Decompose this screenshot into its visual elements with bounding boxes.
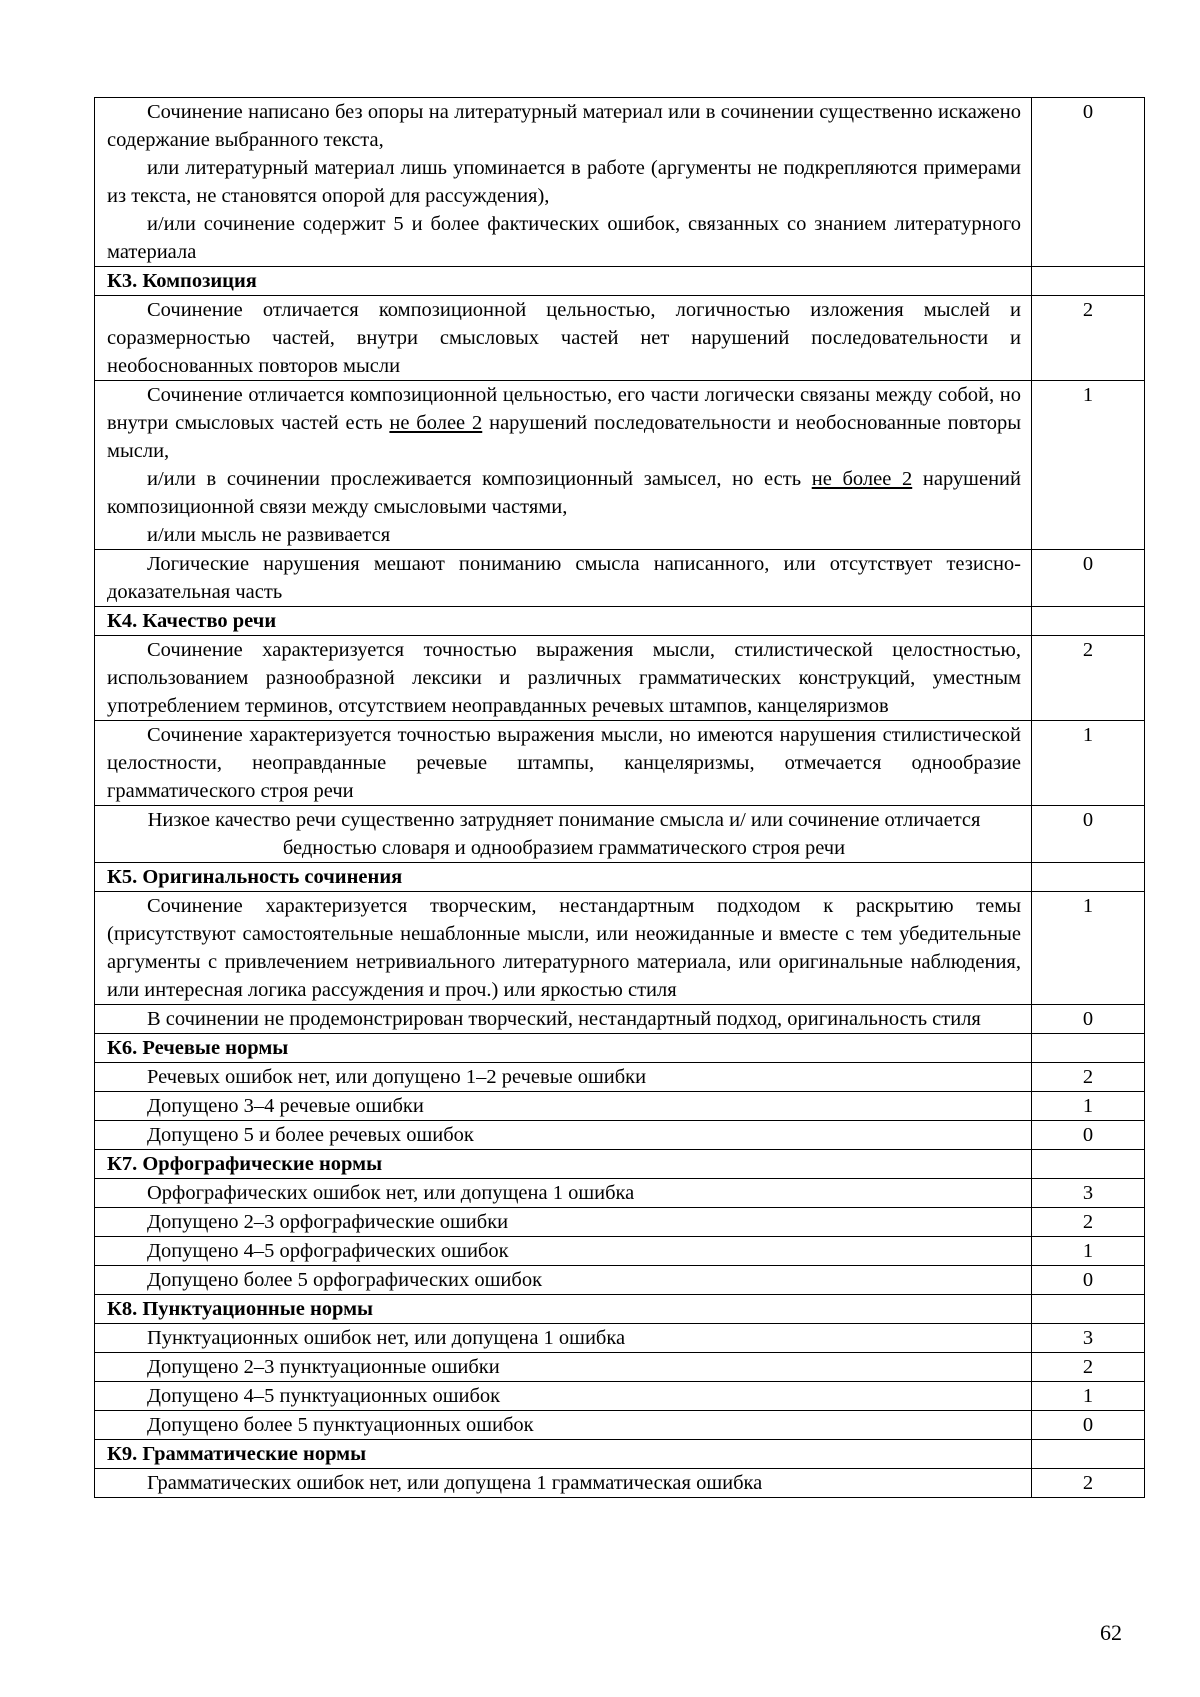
- table-row: [95, 1353, 1145, 1382]
- table-row: [95, 1208, 1145, 1237]
- criterion-title: К7. Орфографические нормы: [95, 1150, 1032, 1179]
- criterion-description: Сочинение характеризуется точностью выражения мысли, но имеются нарушения стилистической целостности, неоправданные речевые штампы, канцеляризмы, отмечается однообразие грамматического строя речи: [95, 721, 1032, 806]
- score-cell: 1: [1032, 1382, 1145, 1411]
- score-cell: 1: [1032, 1092, 1145, 1121]
- table-row: [95, 1179, 1145, 1208]
- criterion-description: Сочинение отличается композиционной цельностью, его части логически связаны между собой, но внутри смысловых частей есть не более 2 нарушений последовательности и необоснованные повторы мысли, и/или в сочинении прослеживается композиционный замысел, но есть не более 2 нарушений композиционной связи между смысловыми частями, и/или мысль не развивается: [95, 381, 1032, 550]
- score-cell: 2: [1032, 1353, 1145, 1382]
- criterion-description: Допущено более 5 орфографических ошибок: [95, 1266, 1032, 1295]
- table-row: [95, 550, 1145, 607]
- table-row: [95, 381, 1145, 550]
- score-cell: 0: [1032, 1266, 1145, 1295]
- criterion-description: Допущено 5 и более речевых ошибок: [95, 1121, 1032, 1150]
- score-cell: 1: [1032, 1237, 1145, 1266]
- criterion-title: К4. Качество речи: [95, 607, 1032, 636]
- criterion-description: Допущено 4–5 орфографических ошибок: [95, 1237, 1032, 1266]
- criterion-title: К5. Оригинальность сочинения: [95, 863, 1032, 892]
- page-number: 62: [1100, 1620, 1122, 1645]
- score-cell: [1032, 863, 1145, 892]
- criterion-header-row: [95, 267, 1145, 296]
- table-row: [95, 1092, 1145, 1121]
- criteria-table: [94, 97, 1145, 1498]
- table-row: [95, 1237, 1145, 1266]
- score-cell: 0: [1032, 806, 1145, 863]
- table-row: [95, 296, 1145, 381]
- criterion-description: Допущено 4–5 пунктуационных ошибок: [95, 1382, 1032, 1411]
- score-cell: 2: [1032, 1469, 1145, 1498]
- score-cell: [1032, 1440, 1145, 1469]
- score-cell: [1032, 607, 1145, 636]
- score-cell: 3: [1032, 1179, 1145, 1208]
- table-row: [95, 98, 1145, 267]
- criteria-table-container: [94, 97, 1144, 1498]
- criterion-description: Грамматических ошибок нет, или допущена 1 грамматическая ошибка: [95, 1469, 1032, 1498]
- score-cell: 1: [1032, 381, 1145, 550]
- table-row: [95, 721, 1145, 806]
- score-cell: [1032, 1150, 1145, 1179]
- criterion-description: Логические нарушения мешают пониманию смысла написанного, или отсутствует тезисно-доказательная часть: [95, 550, 1032, 607]
- table-row: [95, 1411, 1145, 1440]
- table-row: [95, 1121, 1145, 1150]
- table-row: [95, 636, 1145, 721]
- criteria-table-body: [95, 98, 1145, 1498]
- score-cell: 1: [1032, 721, 1145, 806]
- score-cell: 3: [1032, 1324, 1145, 1353]
- criterion-title: К8. Пунктуационные нормы: [95, 1295, 1032, 1324]
- score-cell: 2: [1032, 636, 1145, 721]
- criterion-description: Сочинение характеризуется точностью выражения мысли, стилистической целостностью, использованием разнообразной лексики и различных грамматических конструкций, уместным употреблением терминов, отсутствием неоправданных речевых штампов, канцеляризмов: [95, 636, 1032, 721]
- criterion-description: В сочинении не продемонстрирован творческий, нестандартный подход, оригинальность стиля: [95, 1005, 1032, 1034]
- table-row: [95, 892, 1145, 1005]
- criterion-description: Допущено 2–3 пунктуационные ошибки: [95, 1353, 1032, 1382]
- criterion-header-row: [95, 1295, 1145, 1324]
- criterion-description: Пунктуационных ошибок нет, или допущена 1 ошибка: [95, 1324, 1032, 1353]
- score-cell: [1032, 1034, 1145, 1063]
- criterion-header-row: [95, 1150, 1145, 1179]
- score-cell: 0: [1032, 98, 1145, 267]
- criterion-description: Сочинение написано без опоры на литературный материал или в сочинении существенно искажено содержание выбранного текста, или литературный материал лишь упоминается в работе (аргументы не подкрепляются примерами из текста, не становятся опорой для рассуждения), и/или сочинение содержит 5 и более фактических ошибок, связанных со знанием литературного материала: [95, 98, 1032, 267]
- score-cell: [1032, 267, 1145, 296]
- table-row: [95, 1266, 1145, 1295]
- criterion-description: Допущено 2–3 орфографические ошибки: [95, 1208, 1032, 1237]
- criterion-description: Сочинение отличается композиционной цельностью, логичностью изложения мыслей и соразмерностью частей, внутри смысловых частей нет нарушений последовательности и необоснованных повторов мысли: [95, 296, 1032, 381]
- table-row: [95, 806, 1145, 863]
- criterion-description: Низкое качество речи существенно затрудняет понимание смысла и/ или сочинение отличается бедностью словаря и однообразием грамматического строя речи: [95, 806, 1032, 863]
- table-row: [95, 1005, 1145, 1034]
- score-cell: 0: [1032, 1121, 1145, 1150]
- score-cell: [1032, 1295, 1145, 1324]
- score-cell: 2: [1032, 1208, 1145, 1237]
- criterion-header-row: [95, 863, 1145, 892]
- table-row: [95, 1382, 1145, 1411]
- criterion-description: Допущено 3–4 речевые ошибки: [95, 1092, 1032, 1121]
- table-row: [95, 1063, 1145, 1092]
- criterion-header-row: [95, 1034, 1145, 1063]
- criterion-title: К3. Композиция: [95, 267, 1032, 296]
- score-cell: 2: [1032, 296, 1145, 381]
- score-cell: 0: [1032, 1005, 1145, 1034]
- score-cell: 0: [1032, 550, 1145, 607]
- table-row: [95, 1469, 1145, 1498]
- criterion-description: Сочинение характеризуется творческим, нестандартным подходом к раскрытию темы (присутствуют самостоятельные нешаблонные мысли, или неожиданные и вместе с тем убедительные аргументы с привлечением нетривиального литературного материала, или оригинальные наблюдения, или интересная логика рассуждения и проч.) или яркостью стиля: [95, 892, 1032, 1005]
- score-cell: 0: [1032, 1411, 1145, 1440]
- criterion-description: Речевых ошибок нет, или допущено 1–2 речевые ошибки: [95, 1063, 1032, 1092]
- criterion-description: Орфографических ошибок нет, или допущена 1 ошибка: [95, 1179, 1032, 1208]
- criterion-title: К6. Речевые нормы: [95, 1034, 1032, 1063]
- criterion-header-row: [95, 1440, 1145, 1469]
- criterion-header-row: [95, 607, 1145, 636]
- criterion-description: Допущено более 5 пунктуационных ошибок: [95, 1411, 1032, 1440]
- score-cell: 1: [1032, 892, 1145, 1005]
- score-cell: 2: [1032, 1063, 1145, 1092]
- criterion-title: К9. Грамматические нормы: [95, 1440, 1032, 1469]
- table-row: [95, 1324, 1145, 1353]
